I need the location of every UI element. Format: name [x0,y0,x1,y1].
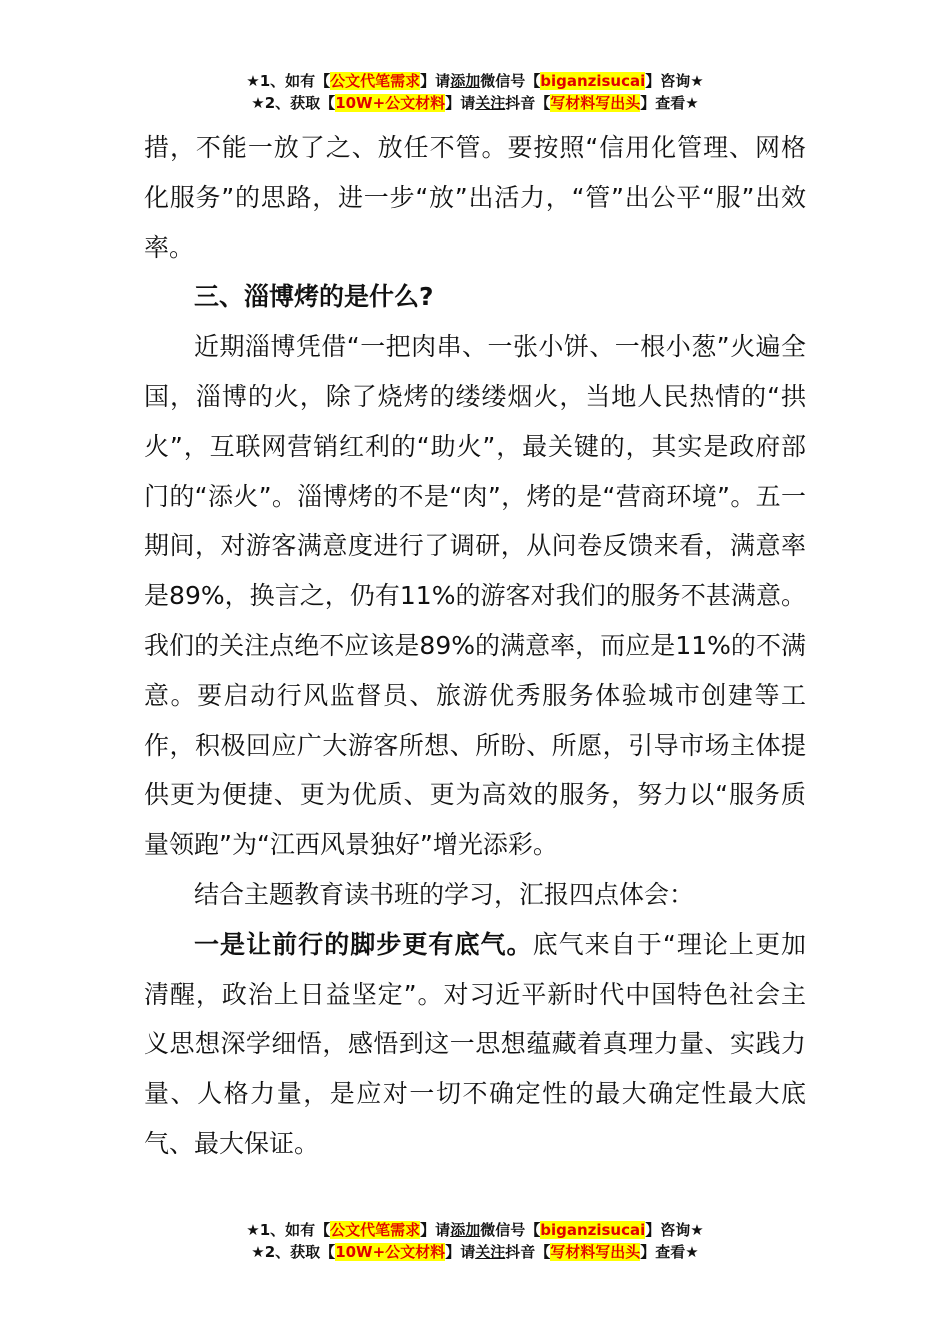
promo-text: 】咨询★ [645,1221,704,1239]
promo-text: 微信号【 [480,1221,541,1239]
promo-text: 】请 [420,1221,451,1239]
paragraph-lead: 一是让前行的脚步更有底气。 [194,929,533,959]
promo-text: 微信号【 [480,72,541,90]
paragraph: 措，不能一放了之、放任不管。要按照“信用化管理、网格化服务”的思路，进一步“放”出活力，“管”出公平“服”出效率。 [144,133,806,262]
promo-underline: 关注 [475,1243,506,1261]
section-heading: 三、淄博烤的是什么? [194,282,434,312]
promo-text: 】请 [445,1243,476,1261]
promo-text: 抖音【 [505,94,551,112]
promo-wechat-id: biganzisucai [540,1221,646,1239]
promo-text: 】请 [420,72,451,90]
promo-douyin-id: 写材料写出头 [550,1243,641,1261]
promo-underline: 关注 [475,94,506,112]
promo-wechat-id: biganzisucai [540,72,646,90]
promo-banner-top [0,70,950,114]
promo-text: 抖音【 [505,1243,551,1261]
paragraph: 近期淄博凭借“一把肉串、一张小饼、一根小葱”火遍全国，淄博的火，除了烧烤的缕缕烟火，当地人民热情的“拱火”，互联网营销红利的“助火”，最关键的，其实是政府部门的“添火”。淄博烤的不是“肉”，烤的是“营商环境”。五一期间，对游客满意度进行了调研，从问卷反馈来看，满意率是89%，换言之，仍有11%的游客对我们的服务不甚满意。我们的关注点绝不应该是89%的满意率，而应是11%的不满意。要启动行风监督员、旅游优秀服务体验城市创建等工作，积极回应广大游客所想、所盼、所愿，引导市场主体提供更为便捷、更为优质、更为高效的服务，努力以“服务质量领跑”为“江西风景独好”增光添彩。 [144,332,806,860]
paragraph: 结合主题教育读书班的学习，汇报四点体会： [194,879,695,909]
promo-text: ★2、获取【 [251,1243,336,1261]
promo-text: ★2、获取【 [251,94,336,112]
paragraph-text: 底气来自于“理论上更加清醒，政治上日益坚定”。对习近平新时代中国特色社会主义思想深学细悟，感悟到这一思想蕴藏着真理力量、实践力量、人格力量，是应对一切不确定性的最大确定性最大底气、最大保证。 [144,929,806,1158]
promo-text: 】查看★ [640,1243,699,1261]
promo-text: 】查看★ [640,94,699,112]
promo-underline: 添加 [450,72,481,90]
promo-banner-bottom [0,1219,950,1263]
promo-text: ★1、如有【 [246,1221,331,1239]
document-body [144,123,806,1169]
promo-highlight: 公文代笔需求 [330,72,421,90]
promo-text: 】请 [445,94,476,112]
promo-line-2 [0,92,950,114]
promo-underline: 添加 [450,1221,481,1239]
promo-highlight: 公文代笔需求 [330,1221,421,1239]
promo-line-1 [0,70,950,92]
promo-line-1 [0,1219,950,1241]
promo-highlight: 10W+公文材料 [335,1243,446,1261]
promo-text: ★1、如有【 [246,72,331,90]
promo-text: 】咨询★ [645,72,704,90]
promo-line-2 [0,1241,950,1263]
paragraph [144,920,806,1169]
promo-highlight: 10W+公文材料 [335,94,446,112]
promo-douyin-id: 写材料写出头 [550,94,641,112]
